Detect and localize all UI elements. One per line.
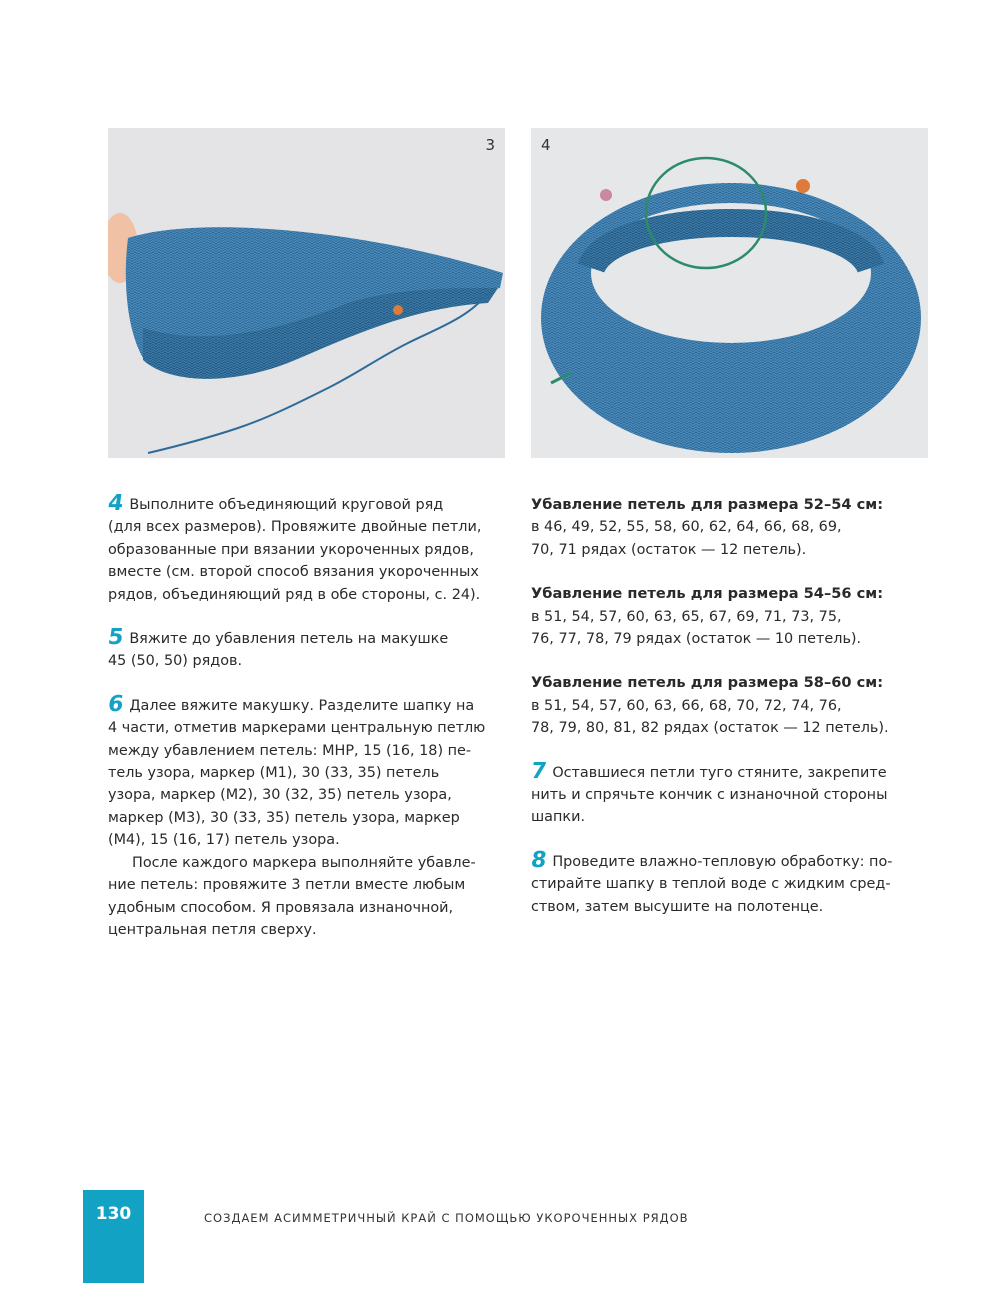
knitted-hat-on-circular-needle-photo [531,128,928,458]
right-column [531,494,931,940]
step-number: 8 [529,847,549,873]
block-title: Убавление петель для размера 54–56 см: [531,585,884,603]
step-8: 8 Проведите влажно-тепловую обработку: по- стирайте шапку в теплой воде с жидким сред- ством, затем высушите на полотенце. [529,847,893,915]
left-column [106,491,508,963]
decrease-block-54-56: Убавление петель для размера 54–56 см: в 51, 54, 57, 60, 63, 65, 67, 69, 71, 73, 75, 76, 77, 78, 79 рядах (остаток — 10 петель). [531,583,931,650]
photo-step-4 [531,128,928,458]
photo-number: 3 [485,136,495,154]
step-4: 4 Выполните объединяющий круговой ряд (для всех размеров). Провяжите двойные петли, образованные при вязании укороченных рядов, вместе (см. второй способ вязания укороченных рядов, объединяющий ряд в обе стороны, с. 24). [106,491,482,603]
step-number: 4 [106,491,126,516]
running-head: СОЗДАЕМ АСИММЕТРИЧНЫЙ КРАЙ С ПОМОЩЬЮ УКОРОЧЕННЫХ РЯДОВ [204,1211,689,1225]
step-7: 7 Оставшиеся петли туго стяните, закрепите нить и спрячьте кончик с изнаночной стороны шапки. [529,758,888,826]
knitted-hat-photo [108,128,505,458]
page-number-tab [83,1190,144,1283]
page-number: 130 [95,1204,132,1224]
step-number: 7 [529,758,549,784]
step-6: 6 Далее вяжите макушку. Разделите шапку на 4 части, отметив маркерами центральную петлю между убавлением петель: МНР, 15 (16, 18) пе- тель узора, маркер (М1), 30 (33, 35) петель узора, маркер (М2), 30 (32, 35) петель узора, маркер (М3), 30 (33, 35) петель узора, маркер (М4), 15 (16, 17) петель узора. После каждого маркера выполняйте убавле- ние петель: провяжите 3 петли вместе любым удобным способом. Я провязала изнаночной, центральная петля сверху. [106,691,486,938]
step-number: 5 [106,625,126,651]
photo-step-3 [108,128,505,458]
block-title: Убавление петель для размера 52–54 см: [531,496,884,513]
decrease-block-52-54: Убавление петель для размера 52–54 см: в 46, 49, 52, 55, 58, 60, 62, 64, 66, 68, 69, 70, 71 рядах (остаток — 12 петель). [531,494,931,561]
decrease-block-58-60: Убавление петель для размера 58–60 см: в 51, 54, 57, 60, 63, 66, 68, 70, 72, 74, 76, 78, 79, 80, 81, 82 рядах (остаток — 12 петель). [531,672,931,739]
photo-number: 4 [541,136,551,154]
step-5: 5 Вяжите до убавления петель на макушке 45 (50, 50) рядов. [106,625,449,670]
step-number: 6 [106,691,126,717]
block-title: Убавление петель для размера 58–60 см: [531,674,884,692]
